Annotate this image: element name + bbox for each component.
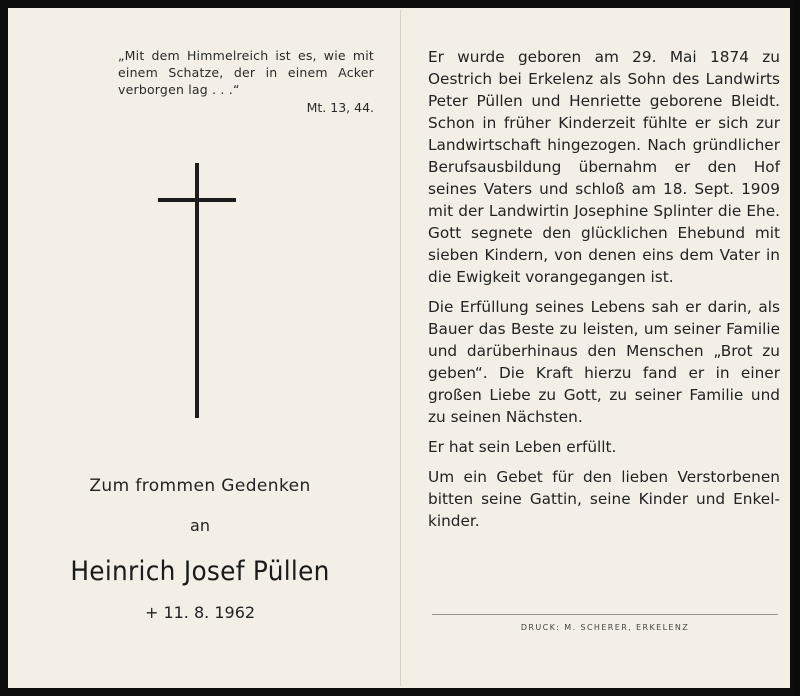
death-date: + 11. 8. 1962 — [144, 603, 256, 622]
memorial-connector: an — [190, 516, 210, 535]
biography-text — [428, 46, 780, 540]
center-fold — [400, 10, 401, 686]
printer-credit: DRUCK: M. SCHERER, ERKELENZ — [520, 623, 690, 632]
deceased-name: Heinrich Josef Püllen — [70, 556, 330, 587]
memorial-heading: Zum frommen Gedenken — [89, 476, 311, 496]
biography-paragraph: Um ein Gebet für den lieben Verstorbenen bitten seine Gattin, seine Kinder und Enkelkinder. — [428, 468, 780, 530]
biography-paragraph: Er hat sein Leben erfüllt. — [428, 438, 617, 456]
bible-quote: „Mit dem Himmelreich ist es, wie mit einem Schatze, der in einem Acker verborgen lag . . .“ — [118, 48, 374, 97]
footer-divider — [432, 614, 778, 615]
biography-paragraph: Er wurde geboren am 29. Mai 1874 zu Oestrich bei Erkelenz als Sohn des Landwirts Peter Püllen und Henriette geborene Bleidt. Schon in früher Kinderzeit fühlte er sich zur Landwirtschaft hingezogen. Nach gründlicher Berufsausbildung übernahm er den Hof seines Vaters und schloß am 18. Sept. 1909 mit der Landwirtin Josephine Splinter die Ehe. Gott segnete den glücklichen Ehebund mit sieben Kindern, von denen eins dem Vater in die Ewigkeit vorangegangen ist. — [428, 48, 780, 286]
cross-horizontal-bar — [158, 198, 236, 202]
bible-quote-reference: Mt. 13, 44. — [306, 100, 374, 115]
card-edge-shadow — [794, 0, 800, 696]
biography-paragraph: Die Erfüllung seines Lebens sah er darin, als Bauer das Beste zu leisten, um seiner Familie und darüberhinaus den Menschen „Brot zu geben“. Die Kraft hierzu fand er in einer großen Liebe zu Gott, zu seiner Familie und zu seinen Nächsten. — [428, 298, 780, 426]
